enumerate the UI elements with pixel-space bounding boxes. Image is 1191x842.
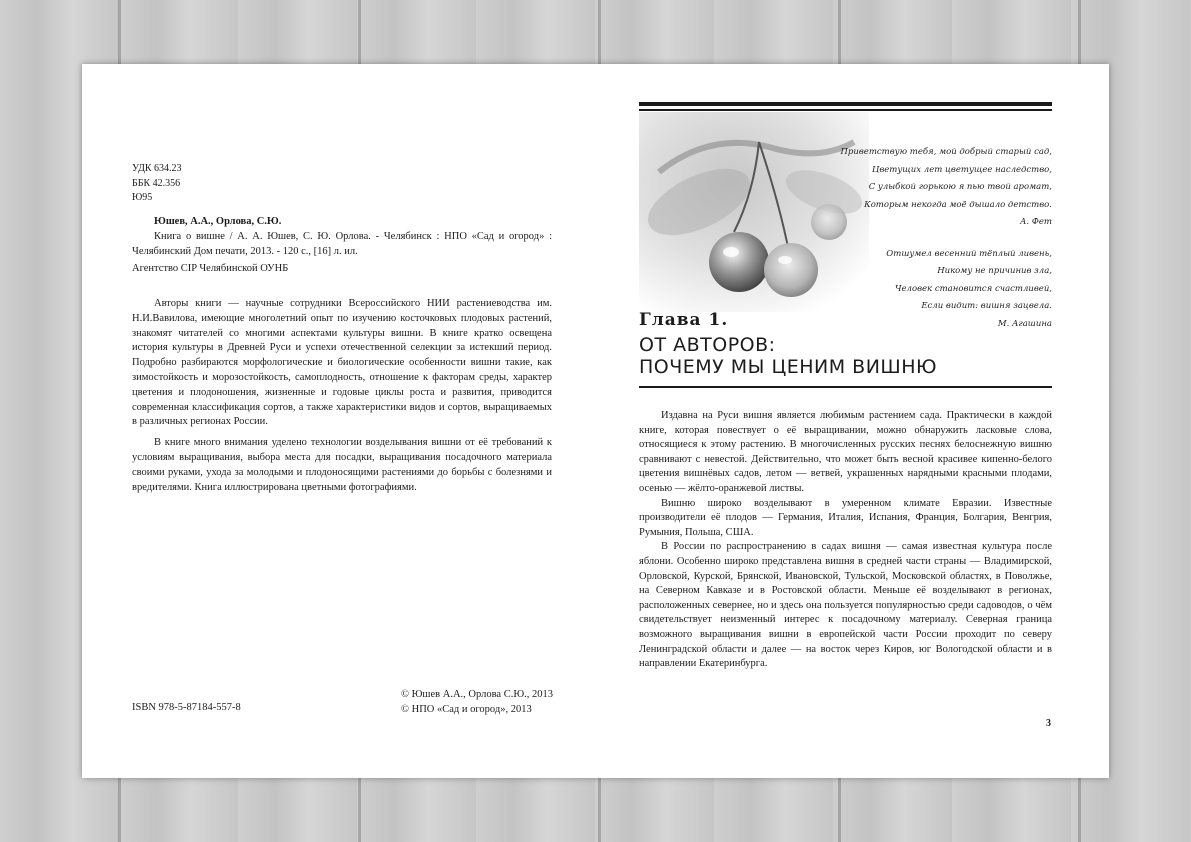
record-author: Юшев, А.А., Орлова, С.Ю.	[154, 216, 282, 227]
chapter-title-line: ПОЧЕМУ МЫ ЦЕНИМ ВИШНЮ	[639, 356, 938, 378]
body-paragraph: Вишню широко возделывают в умеренном климате Евразии. Известные производители её плодов — Германия, Италия, Испания, Франция, Болгария, Венгрия, Румыния, Польша, США.	[639, 497, 1052, 538]
chapter-title	[639, 334, 937, 378]
book-spread	[82, 64, 1109, 778]
book-abstract	[132, 297, 552, 495]
bbk-code: ББК 42.356	[132, 177, 181, 189]
poem-line: Человек становится счастливей,	[894, 283, 1052, 294]
copyright-authors: © Юшев А.А., Орлова С.Ю., 2013	[401, 689, 553, 700]
bibliographic-record	[132, 214, 552, 276]
poem-line: Приветствую тебя, мой добрый старый сад,	[840, 147, 1052, 157]
title-rule	[639, 386, 1052, 388]
top-rule-thin	[639, 109, 1052, 111]
poem-line: Цветущих лет цветущее наследство,	[871, 164, 1052, 175]
epigraph	[722, 144, 1052, 333]
copyright-block	[401, 687, 553, 717]
body-paragraph: Издавна на Руси вишня является любимым растением сада. Практически в каждой книге, которая повествует о её выращивании, можно обнаружить ласковые слова, относящиеся к этому растению. В многочисленных русских песнях белоснежную вишню сравнивают с невестой. Действительно, что может быть весной красивее кипенно-белого цветения вишнёвых садов, летом — ветвей, украшенных нарядными красными плодами, осенью — жёлто-оранжевой листвы.	[639, 410, 1052, 494]
record-agency: Агентство CIP Челябинской ОУНБ	[132, 263, 289, 274]
poem-author: А. Фет	[1020, 217, 1052, 227]
udk-code: УДК 634.23	[132, 163, 182, 174]
poem-author: М. Агашина	[997, 318, 1052, 329]
copyright-publisher: © НПО «Сад и огород», 2013	[401, 704, 532, 715]
body-paragraph: В России по распространению в садах вишня — самая известная культура после яблони. Особенно широко представлена вишня в средней части страны — Владимирской, Орловской, Курской, Брянской, Ивановской, Тульской, Московской областях, в Поволжье, на Северном Кавказе и в Ростовской области. Меньше её возделывают в регионах, расположенных севернее, но и здесь она пользуется популярностью среди садоводов, о чём свидетельствует неизменный интерес к посадочному материалу. Северная граница возможного выращивания вишни в европейской части России проходит по северу Ленинградской области и далее — на восток через Киров, юг Вологодской области и в направлении Екатеринбурга.	[639, 541, 1052, 670]
isbn: ISBN 978-5-87184-557-8	[132, 702, 241, 713]
poem-line: Отшумел весенний тёплый ливень,	[886, 248, 1052, 259]
top-rule	[639, 102, 1052, 106]
abstract-paragraph: В книге много внимания уделено технологии возделывания вишни от её требований к условиям выращивания, выбора места для посадки, выращивания посадочного материала своими руками, ухода за молодыми и плодоносящими растениями до борьбы с болезнями и вредителями. Книга иллюстрирована цветными фотографиями.	[132, 437, 552, 493]
page-number: 3	[1046, 718, 1051, 729]
poem-line: С улыбкой горькою я пью твой аромат,	[868, 182, 1052, 192]
chapter-title-line: ОТ АВТОРОВ:	[639, 334, 776, 356]
chapter-number: Глава 1.	[639, 310, 729, 330]
record-description: Книга о вишне / А. А. Юшев, С. Ю. Орлова. - Челябинск : НПО «Сад и огород» : Челябинский Дом печати, 2013. - 120 с., [16] л. ил.	[132, 231, 552, 257]
chapter-body	[639, 409, 1052, 672]
classification-codes	[132, 162, 182, 206]
poem-line: Если видит: вишня зацвела.	[921, 301, 1052, 311]
poem-line: Которым некогда моё дышало детство.	[864, 199, 1052, 210]
poem-line: Никому не причинив зла,	[937, 266, 1052, 276]
abstract-paragraph: Авторы книги — научные сотрудники Всероссийского НИИ растениеводства им. Н.И.Вавилова, имеющие многолетний опыт по изучению косточковых плодовых растений, знакомят читателей со многими аспектами культуры вишни. В книге кратко освещена история культуры в Древней Руси и успехи отечественной селекции за истекший период. Подробно разбираются морфологические и биологические особенности вишни такие, как зимостойкость и морозостойкость, самоплодность, отношение к факторам среды, характер цветения и плодоношения, жизненные и годовые циклы роста и развития, приводится современная классификация сортов, а также характеристики видов и сортов, выращиваемых в различных регионах России.	[132, 298, 552, 428]
author-mark: Ю95	[132, 192, 153, 203]
